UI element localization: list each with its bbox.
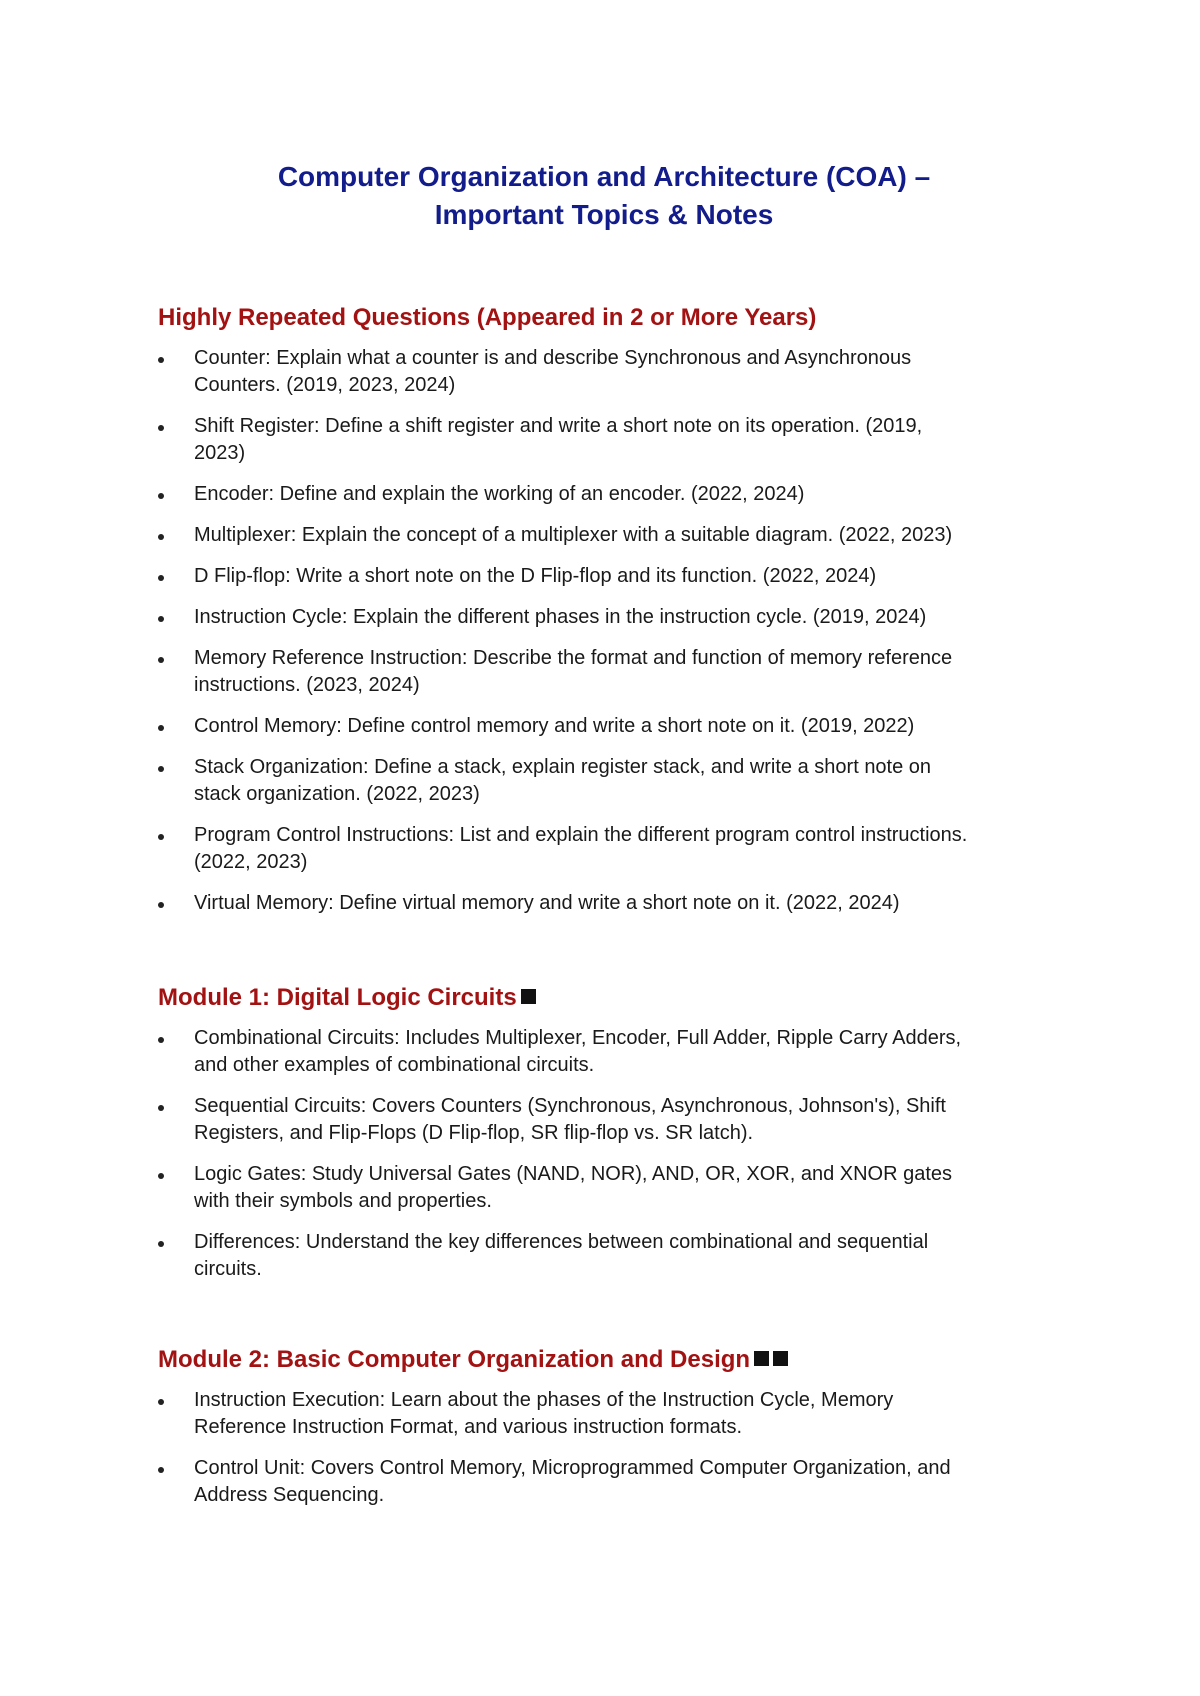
list-item [158, 563, 974, 590]
list-item-text: Control Unit: Covers Control Memory, Microprogrammed Computer Organization, and Address Sequencing. [194, 1457, 951, 1506]
list-item [158, 481, 974, 508]
list-item [158, 890, 974, 917]
list-item-text: Sequential Circuits: Covers Counters (Synchronous, Asynchronous, Johnson's), Shift Registers, and Flip-Flops (D Flip-flop, SR flip-flop vs. SR latch). [194, 1095, 946, 1144]
section-heading-text: Module 1: Digital Logic Circuits [158, 984, 517, 1011]
square-icon [773, 1351, 788, 1366]
section-heading-text: Module 2: Basic Computer Organization and Design [158, 1346, 751, 1373]
list-item-text: Instruction Execution: Learn about the phases of the Instruction Cycle, Memory Reference Instruction Format, and various instruction formats. [194, 1389, 894, 1438]
list-item-text: Stack Organization: Define a stack, explain register stack, and write a short note on stack organization. (2022, 2023) [194, 756, 932, 805]
list-item [158, 1229, 974, 1283]
module-1-list [158, 1025, 974, 1283]
list-item [158, 522, 974, 549]
bullet-icon [158, 493, 164, 499]
bullet-icon [158, 425, 164, 431]
document-title [158, 158, 1050, 234]
bullet-icon [158, 834, 164, 840]
list-item [158, 1455, 974, 1509]
bullet-icon [158, 1173, 164, 1179]
bullet-icon [158, 1241, 164, 1247]
list-item-text: Shift Register: Define a shift register and write a short note on its operation. (2019, 2023) [194, 415, 923, 464]
repeated-questions-list [158, 345, 974, 917]
importance-marks [521, 983, 540, 1013]
list-item [158, 345, 974, 399]
list-item-text: Virtual Memory: Define virtual memory and write a short note on it. (2022, 2024) [194, 892, 900, 914]
list-item-text: Differences: Understand the key differences between combinational and sequential circuits. [194, 1231, 929, 1280]
section-heading: Highly Repeated Questions (Appeared in 2 or More Years) [158, 304, 817, 331]
bullet-icon [158, 657, 164, 663]
list-item [158, 413, 974, 467]
bullet-icon [158, 1105, 164, 1111]
list-item [158, 1025, 974, 1079]
document-page [158, 0, 1058, 1506]
document-title-line-2: Important Topics & Notes [434, 199, 774, 230]
list-item-text: Combinational Circuits: Includes Multiplexer, Encoder, Full Adder, Ripple Carry Adders, and other examples of combinational circuits. [194, 1027, 962, 1076]
list-item-text: Logic Gates: Study Universal Gates (NAND, NOR), AND, OR, XOR, and XNOR gates with their symbols and properties. [194, 1163, 953, 1212]
square-icon [754, 1351, 769, 1366]
section-module-2 [158, 1345, 974, 1523]
section-heading-module-1 [158, 983, 974, 1013]
list-item [158, 1093, 974, 1147]
document-title-line-1: Computer Organization and Architecture (COA) – [277, 161, 931, 192]
section-module-1 [158, 983, 974, 1297]
list-item [158, 1387, 974, 1441]
list-item [158, 822, 974, 876]
list-item-text: Instruction Cycle: Explain the different phases in the instruction cycle. (2019, 2024) [194, 606, 927, 628]
bullet-icon [158, 1037, 164, 1043]
list-item [158, 1161, 974, 1215]
bullet-icon [158, 575, 164, 581]
list-item-text: Counter: Explain what a counter is and describe Synchronous and Asynchronous Counters. (2019, 2023, 2024) [194, 347, 912, 396]
list-item [158, 604, 974, 631]
list-item-text: Memory Reference Instruction: Describe the format and function of memory reference instructions. (2023, 2024) [194, 647, 953, 696]
list-item-text: D Flip-flop: Write a short note on the D Flip-flop and its function. (2022, 2024) [194, 565, 877, 587]
bullet-icon [158, 902, 164, 908]
bullet-icon [158, 766, 164, 772]
bullet-icon [158, 534, 164, 540]
list-item-text: Control Memory: Define control memory and write a short note on it. (2019, 2022) [194, 715, 915, 737]
bullet-icon [158, 1399, 164, 1405]
bullet-icon [158, 616, 164, 622]
list-item-text: Multiplexer: Explain the concept of a multiplexer with a suitable diagram. (2022, 2023) [194, 524, 953, 546]
list-item [158, 713, 974, 740]
section-repeated-questions [158, 303, 974, 931]
module-2-list [158, 1387, 974, 1509]
list-item-text: Program Control Instructions: List and explain the different program control instructions. (2022, 2023) [194, 824, 968, 873]
bullet-icon [158, 357, 164, 363]
list-item [158, 754, 974, 808]
list-item-text: Encoder: Define and explain the working of an encoder. (2022, 2024) [194, 483, 805, 505]
square-icon [521, 989, 536, 1004]
importance-marks [754, 1345, 792, 1375]
bullet-icon [158, 725, 164, 731]
list-item [158, 645, 974, 699]
bullet-icon [158, 1467, 164, 1473]
section-heading-module-2 [158, 1345, 974, 1375]
